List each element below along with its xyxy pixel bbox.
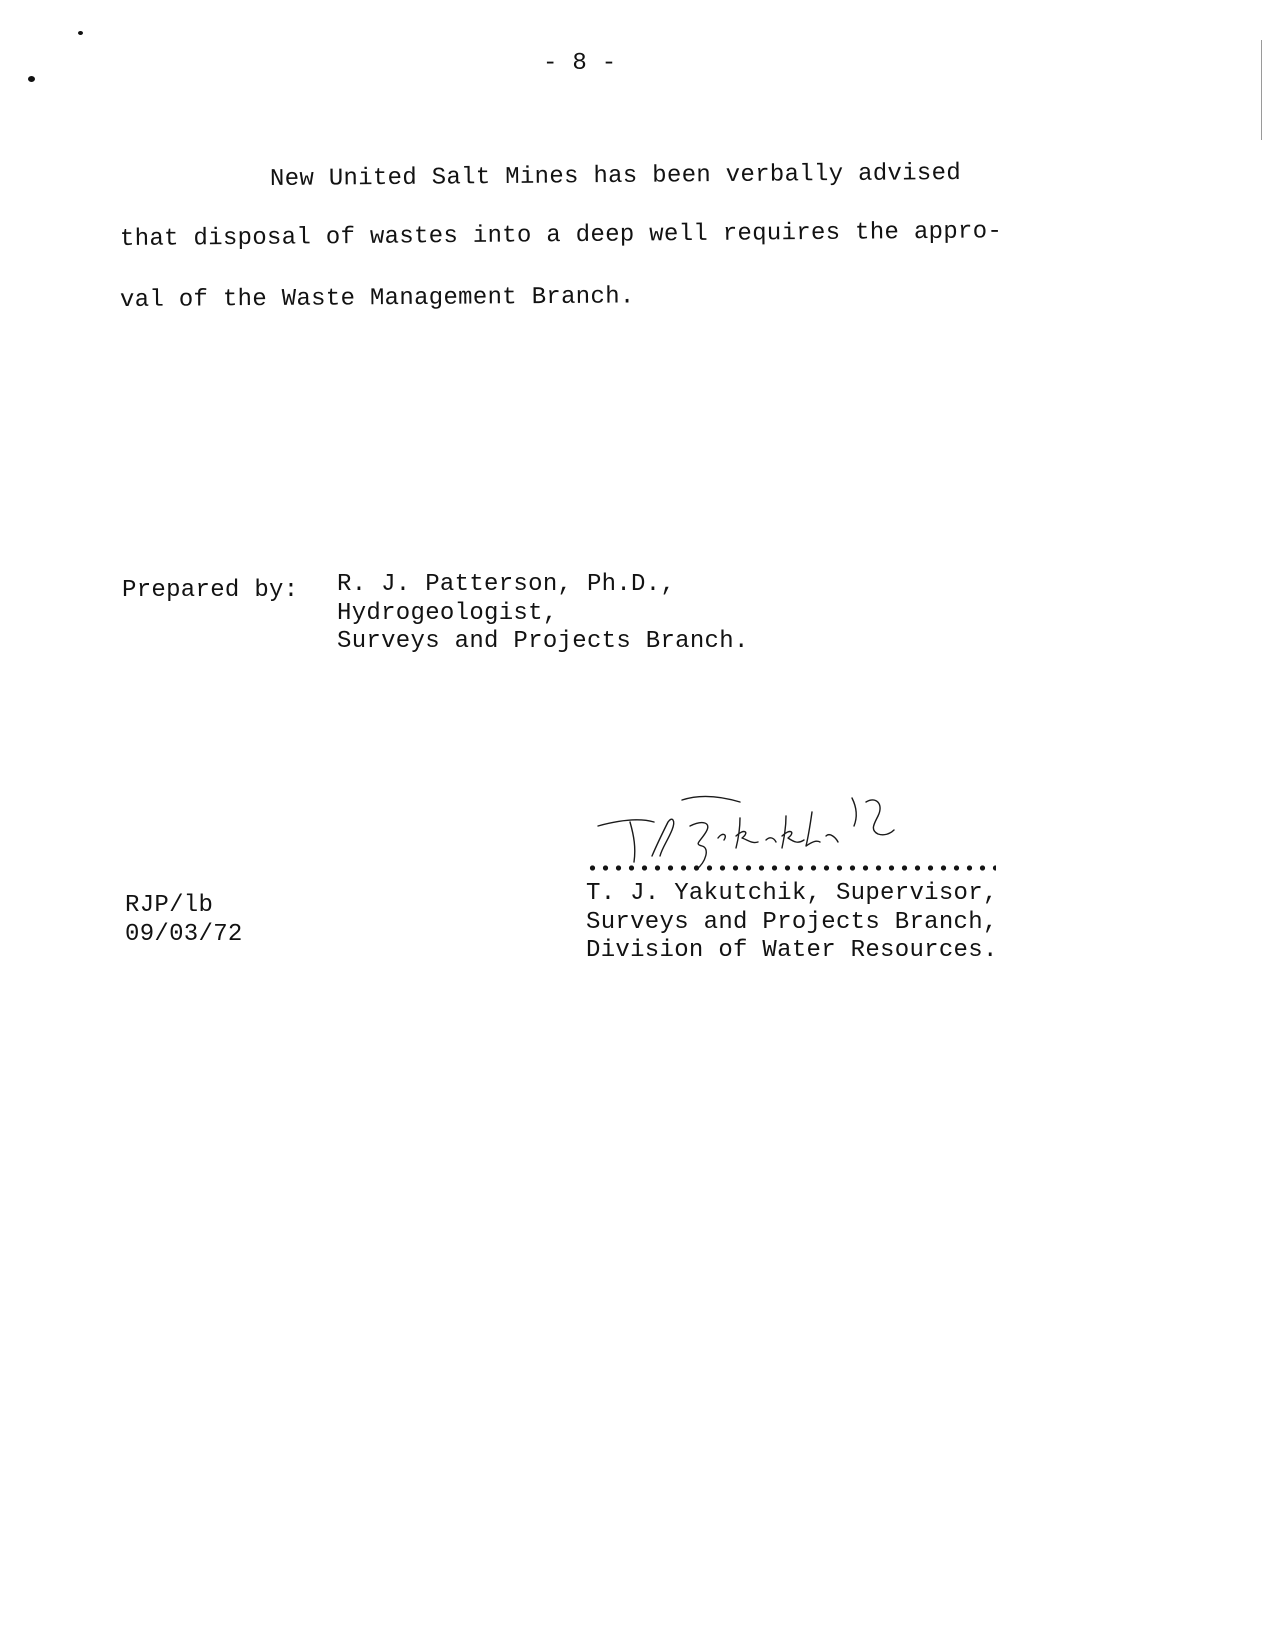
reference-initials: RJP/lb [125, 892, 214, 919]
scan-edge-line [1261, 40, 1262, 140]
scan-speck [28, 76, 35, 82]
preparer-name: R. J. Patterson, Ph.D., [337, 571, 676, 598]
body-line: New United Salt Mines has been verbally advised [269, 159, 962, 193]
signature-dotted-line [586, 864, 996, 872]
reference-date: 09/03/72 [125, 921, 243, 948]
signatory-branch: Surveys and Projects Branch, [586, 909, 998, 936]
body-line: that disposal of wastes into a deep well requires the appro- [119, 218, 1003, 253]
handwritten-signature [590, 786, 990, 876]
signatory-name: T. J. Yakutchik, Supervisor, [586, 880, 998, 907]
body-line: val of the Waste Management Branch. [119, 283, 635, 314]
scan-speck [78, 31, 83, 35]
preparer-branch: Surveys and Projects Branch. [337, 628, 749, 655]
page-number: - 8 - [543, 50, 617, 77]
prepared-by-label: Prepared by: [122, 577, 299, 604]
signatory-division: Division of Water Resources. [586, 937, 998, 964]
preparer-title: Hydrogeologist, [337, 600, 558, 627]
